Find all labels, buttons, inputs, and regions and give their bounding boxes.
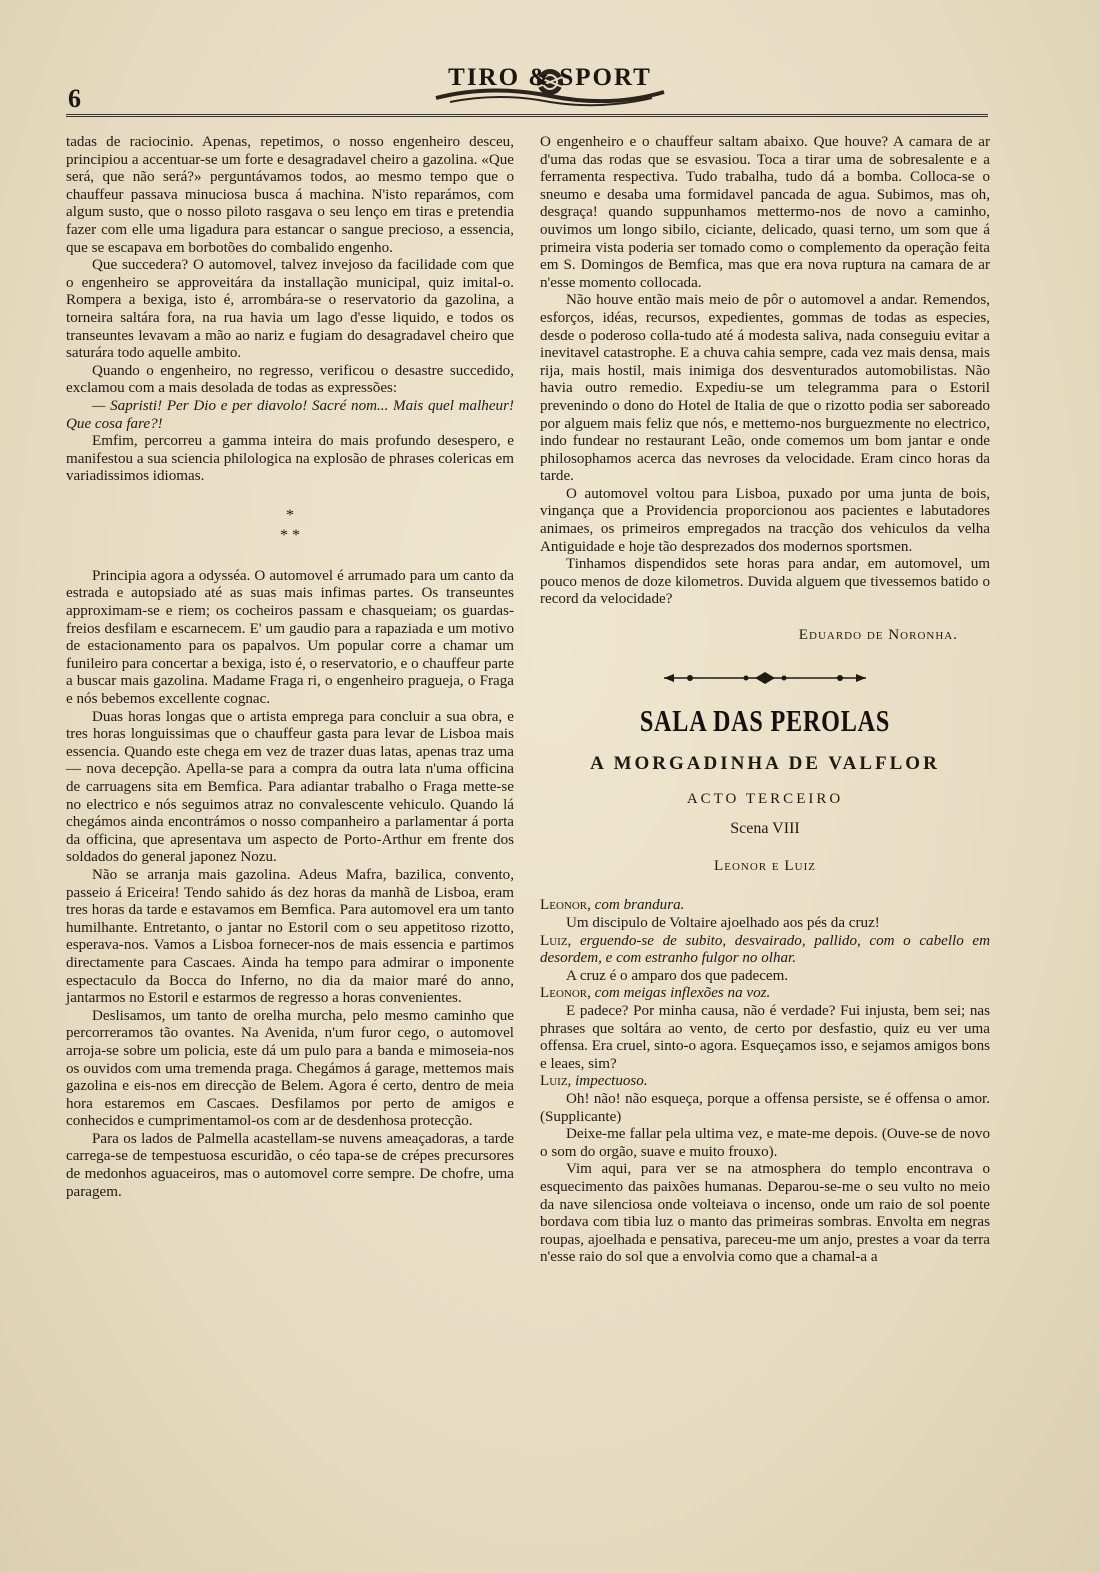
dialogue-line: Vim aqui, para ver se na atmosphera do templo encontrava o esquecimento das paixões humanas. Deparou-se-me o seu vulto no meio da nave silenciosa onde volteiava o incenso, onde um raio de sol poente bordava com tibia luz o manto das primeiras sombras. Envolta em negras roupas, ajoelhada e pensativa, pareceu-me um anjo, prestes a voar da terra n'esse raio do sol que a envolvia como que a chamal-a a bbox=[540, 1161, 990, 1266]
speaker-name: Luiz, bbox=[540, 932, 572, 949]
stage-direction: impectuoso. bbox=[575, 1073, 648, 1090]
dialogue-block bbox=[540, 897, 990, 1266]
paragraph: Quando o engenheiro, no regresso, verificou o desastre succedido, exclamou com a mais desolada de todas as expressões: bbox=[66, 362, 514, 397]
paragraph: Não se arranja mais gazolina. Adeus Mafra, bazilica, convento, passeio á Ericeira! Tendo sahido ás dez horas da manhã de Lisboa, eram tres horas da tarde e estavamos em Bemfica. Para automovel era um tanto humilhante. Entretanto, o jantar no Estoril com o seu appetitoso rizotto, esperava-nos. Vamos a Lisboa fornecer-nos de mais essencia e partimos directamente para Cascaes. Ainda ha tempo para admirar o imponente espectaculo da Bocca do Inferno, no dia da maior maré do anno, jantarmos no Estoril e estarmos de regresso a horas convenientes. bbox=[66, 866, 514, 1007]
right-column bbox=[540, 134, 990, 1267]
speaker-line bbox=[540, 933, 990, 968]
paragraph: Principia agora a odysséa. O automovel é arrumado para um canto da estrada e autopsiado até as suas mais infimas partes. Os transeuntes approximam-se e riem; os cocheiros passam e chasqueiam; os guardas-freios desfilam e escarnecem. E' um gaudio para a rapaziada e um motivo de estacionamento para os papalvos. Um popular corre a chamar um funileiro para concertar a bexiga, isto é, o reservatorio, e o chauffeur parte a buscar mais gazolina. Madame Fraga ri, o engenheiro pragueja, o Fraga e nós bebemos excellente cognac. bbox=[66, 567, 514, 708]
stage-direction: com brandura. bbox=[594, 897, 685, 914]
stage-direction: erguendo-se de subito, desvairado, pallido, com o cabello em desordem, e com estranho fulgor no olhar. bbox=[540, 932, 990, 967]
dialogue-line: A cruz é o amparo dos que padecem. bbox=[566, 967, 789, 984]
divider-ornament-icon bbox=[660, 671, 870, 685]
page-number: 6 bbox=[68, 84, 81, 113]
paragraph: — Sapristi! Per Dio e per diavolo! Sacré nom... Mais quel malheur! Que cosa fare?! bbox=[66, 397, 514, 432]
speaker-name: Leonor, bbox=[540, 897, 591, 914]
play-title: A MORGADINHA DE VALFLOR bbox=[590, 752, 940, 774]
stage-direction: com meigas inflexões na voz. bbox=[594, 985, 771, 1002]
paragraph: O engenheiro e o chauffeur saltam abaixo. Que houve? A camara de ar d'uma das rodas que se esvasiou. Toca a tirar uma de sobresalente e a ferramenta respectiva. Tudo trabalha, tudo dá a bomba. Colloca-se o sneumo e desaba uma formidavel pancada de agua. Subimos, mas oh, desgraça! quando suppunhamos mettermo-nos de novo a caminho, ouvimos um longo sibilo, ciciante, delicado, quasi terno, um som que á primeira vista poderia ser tomado como o complemento da operação feita em S. Domingos de Bemfica, mas que era nova ruptura na camara de ar n'esse momento collocada. bbox=[540, 134, 990, 291]
paragraph: Para os lados de Palmella acastellam-se nuvens ameaçadoras, a tarde carrega-se de tempestuosa escuridão, o céo tapa-se de crépes precursores de medonhos aguaceiros, mas o automovel corre sempre. De chofre, uma paragem. bbox=[66, 1130, 514, 1200]
left-column bbox=[66, 134, 514, 1201]
dialogue-line: Deixe-me fallar pela ultima vez, e mate-me depois. (Ouve-se de novo o som do orgão, suave e muito frouxo). bbox=[540, 1126, 990, 1160]
dialogue-line: Um discipulo de Voltaire ajoelhado aos pés da cruz! bbox=[566, 915, 880, 931]
paragraph: Que succedera? O automovel, talvez invejoso da facilidade com que o engenheiro se approveitára da installação municipal, quiz imital-o. Rompera a bexiga, isto é, arrombára-se o reservatorio da gazolina, a torneira saltára fora, na rua havia um lago d'esse liquido, e todos os transeuntes levavam a mão ao nariz e fugiam do desagradavel cheiro que saturára todo aquelle ambito. bbox=[66, 257, 514, 362]
section-title: SALA DAS PEROLAS bbox=[639, 702, 891, 738]
paragraph: Duas horas longas que o artista emprega para concluir a sua obra, e tres horas longuissimas que o chauffeur gasta para levar de Lisboa mais essencia. Quando este chega em vez de trazer duas latas, apenas traz uma — nova decepção. Apella-se para a compra da outra lata n'uma officina de carruagens sita em Bemfica. Para adiantar trabalho o Fraga mette-se no electrico e nós seguimos atraz no convalescente vehiculo. Quando lá chegámos ainda encontrámos o nosso companheiro a parlamentar á porta da officina, que apresentava um aspecto de Porto-Arthur em frente dos soldados do general japonez Nozu. bbox=[66, 708, 514, 866]
scene-heading: Scena VIII bbox=[730, 820, 800, 838]
characters-line: Leonor e Luiz bbox=[714, 857, 816, 874]
speaker-line bbox=[540, 897, 990, 915]
speaker-name: Leonor, bbox=[540, 985, 591, 1002]
paragraph: Tinhamos dispendidos sete horas para andar, em automovel, um pouco menos de doze kilometros. Duvida alguem que tivessemos batido o record da velocidade? bbox=[540, 556, 990, 608]
dialogue-line: Oh! não! não esqueça, porque a offensa persiste, se é offensa o amor. (Supplicante) bbox=[540, 1090, 990, 1125]
paragraph: Não houve então mais meio de pôr o automovel a andar. Remendos, esforços, idéas, recursos, expedientes, gommas de todas as especies, desde o poderoso colla-tudo até á modesta saliva, nada conseguiu evitar a inevitavel catastrophe. E a chuva cahia sempre, cada vez mais densa, mais rija, mais hostil, mais inimiga dos desventurados automobilistas. Não havia outro remedio. Expediu-se um telegramma para o Estoril prevenindo o dono do Hotel de Italia de que o rizotto podia ser saboreado por alguem mais feliz que nós, e mettemo-nos burguezmente no electrico, indo fundear no restaurant Leão, onde comemos um bom jantar e onde philosophamos acerca das nevroses da velocidade. Eram cinco horas da tarde. bbox=[540, 292, 990, 485]
paragraph: O automovel voltou para Lisboa, puxado por uma junta de bois, vingança que a Providencia proporcionou aos pacientes e labutadores animaes, os primeiros empregados na tracção dos vehiculos da velha Antiguidade e hoje tão desprezados dos modernos sportsmen. bbox=[540, 485, 990, 555]
header-rule bbox=[66, 114, 988, 117]
speaker-line bbox=[540, 1073, 990, 1091]
asterism-separator: * * * bbox=[280, 506, 300, 544]
masthead-title: TIRO & SPORT bbox=[448, 64, 652, 91]
paragraph: tadas de raciocinio. Apenas, repetimos, o nosso engenheiro desceu, principiou a accentuar-se um forte e desagradavel cheiro a gazolina. «Que será, que não será?» perguntávamos todos, ao mesmo tempo que o chauffeur passava minuciosa busca á machina. N'isto reparámos, com algum susto, que o nosso piloto rasgava o seu lenço em tiras e pretendia fazer com elle uma ligadura para estancar o sangue precioso, a essencia, que se escapava em borbotões do combalido engenho. bbox=[66, 134, 514, 256]
author-signature: Eduardo de Noronha. bbox=[798, 627, 958, 644]
act-heading: ACTO TERCEIRO bbox=[686, 790, 844, 807]
dialogue-line: E padece? Por minha causa, não é verdade? Fui injusta, bem sei; nas phrases que soltára ao vento, de certo por desfastio, quiz eu ver uma offensa. Era cruel, sinto-o agora. Esqueçamos isso, e sejamos amigos bons e leaes, sim? bbox=[540, 1002, 990, 1072]
speaker-name: Luiz, bbox=[540, 1073, 572, 1090]
masthead-logo bbox=[430, 62, 670, 108]
paragraph: Emfim, percorreu a gamma inteira do mais profundo desespero, e manifestou a sua sciencia philologica na explosão de phrases colericas em variadissimos idiomas. bbox=[66, 433, 514, 485]
paragraph: Deslisamos, um tanto de orelha murcha, pelo mesmo caminho que percorreramos tão ovantes. Na Avenida, n'um furor cego, o automovel arroja-se sobre um policia, este dá um pulo para a banda e mimoseia-nos os ouvidos com uma tremenda praga. Chegámos á garage, mettemos mais gazolina e eis-nos em direcção de Belem. Agora é certo, dentro de meia hora estaremos em Cascaes. Desfilamos por perto de amigos e conhecidos e cumprimentamol-os com ar de desdenhosa protecção. bbox=[66, 1007, 514, 1130]
speaker-line bbox=[540, 985, 990, 1003]
